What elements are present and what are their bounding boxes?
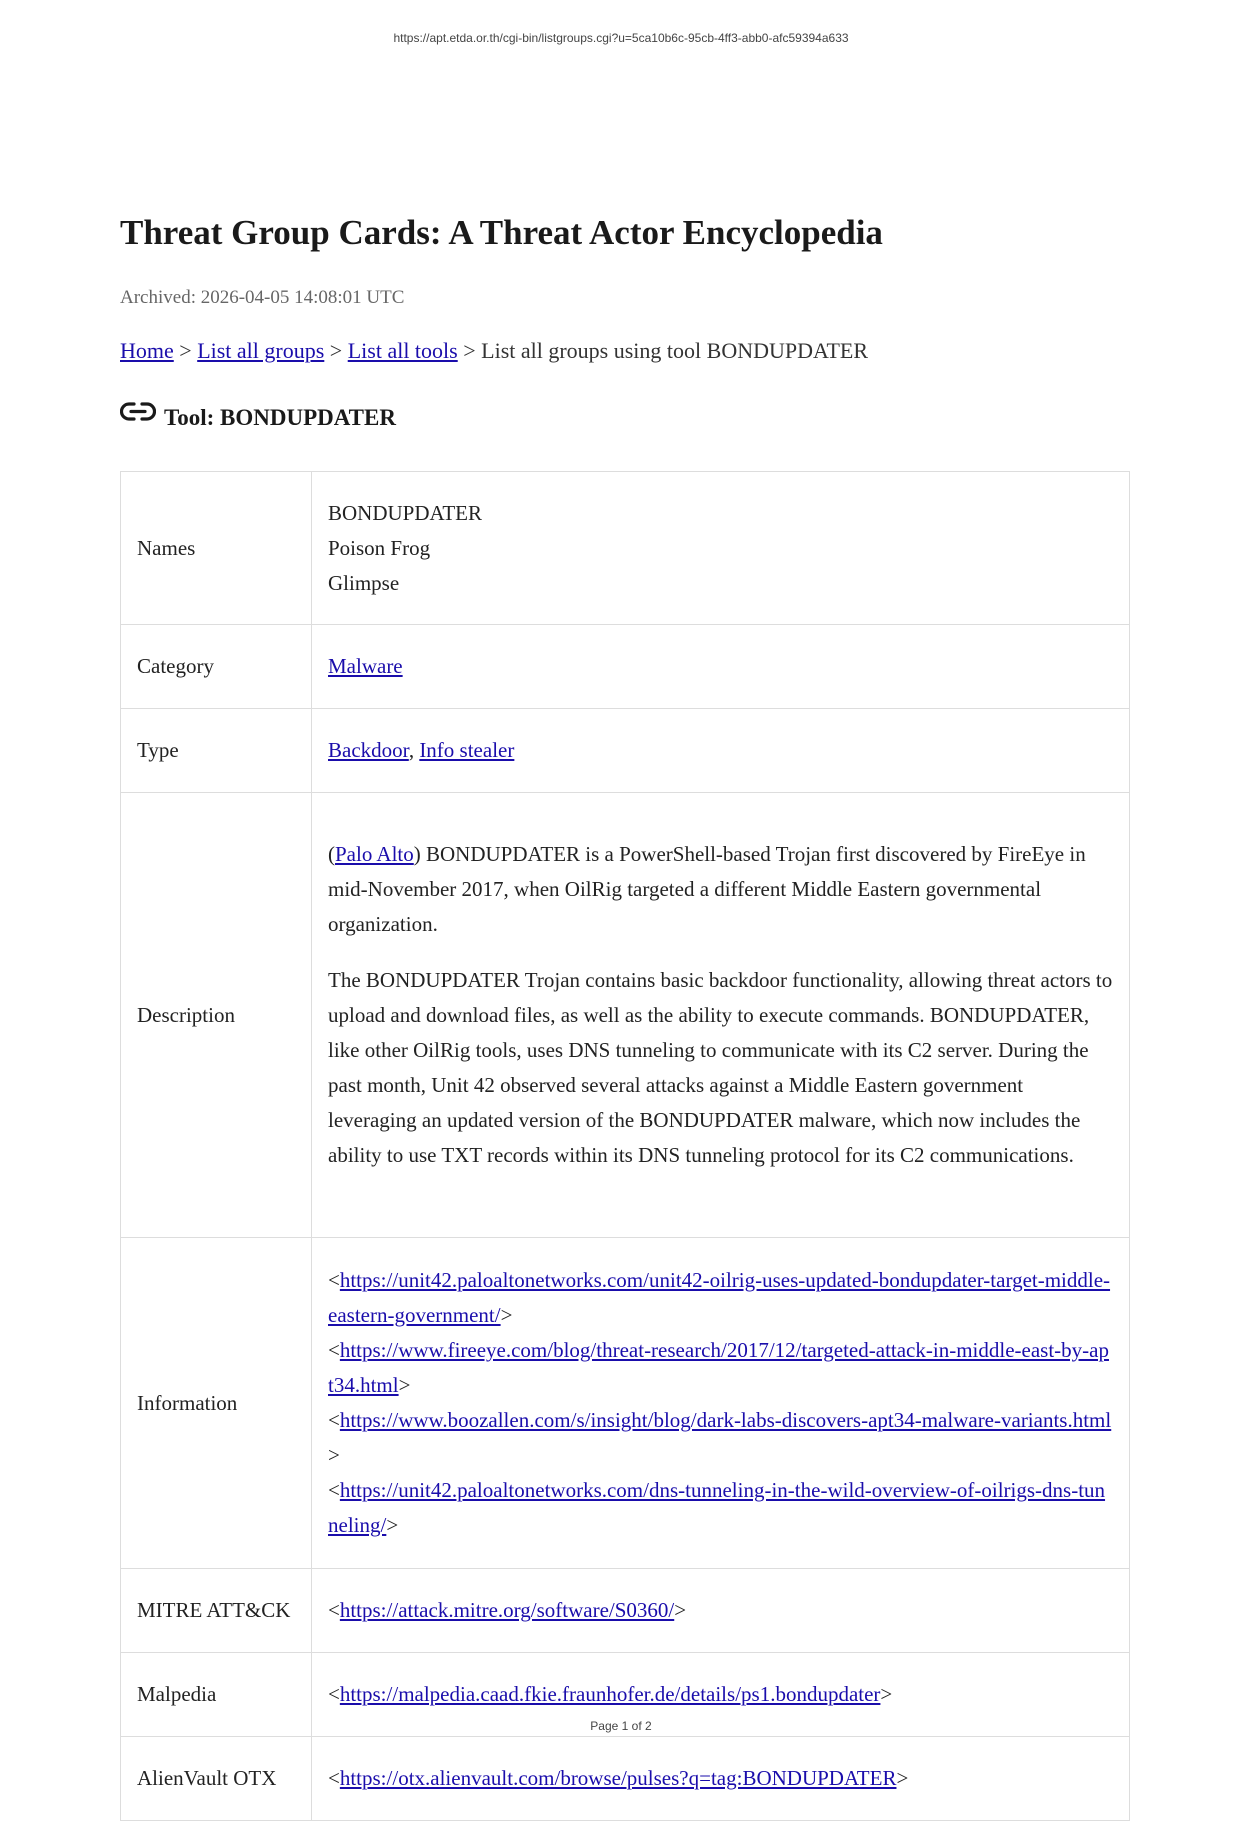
breadcrumb — [120, 338, 868, 364]
table-row — [121, 709, 1130, 793]
information-item — [328, 1473, 1113, 1543]
table-row — [121, 1569, 1130, 1653]
mitre-value — [312, 1569, 1130, 1653]
information-item — [328, 1263, 1113, 1333]
malpedia-label: Malpedia — [121, 1653, 312, 1737]
otx-value — [312, 1737, 1130, 1821]
angle-open: < — [328, 1766, 340, 1790]
paren-open: ( — [328, 842, 335, 866]
description-value — [312, 793, 1130, 1238]
breadcrumb-separator: > — [463, 338, 476, 363]
information-link[interactable]: https://www.boozallen.com/s/insight/blog/dark-labs-discovers-apt34-malware-variants.html — [339, 1408, 1112, 1432]
type-separator: , — [408, 738, 415, 762]
page-title: Threat Group Cards: A Threat Actor Encyclopedia — [120, 213, 883, 252]
breadcrumb-current: List all groups using tool BONDUPDATER — [481, 338, 868, 363]
page-number: Page 1 of 2 — [590, 1719, 652, 1733]
type-backdoor-link[interactable]: Backdoor — [328, 738, 409, 762]
table-row — [121, 1238, 1130, 1569]
archived-timestamp: Archived: 2026-04-05 14:08:01 UTC — [120, 287, 405, 308]
name-item: Glimpse — [328, 570, 400, 595]
breadcrumb-separator: > — [179, 338, 192, 363]
information-label: Information — [121, 1238, 312, 1569]
information-link[interactable]: https://www.fireeye.com/blog/threat-research/2017/12/targeted-attack-in-middle-east-by-apt34.html — [328, 1338, 1109, 1397]
breadcrumb-home-link[interactable]: Home — [120, 338, 174, 363]
angle-open: < — [328, 1338, 340, 1362]
mitre-link[interactable]: https://attack.mitre.org/software/S0360/ — [339, 1598, 675, 1622]
source-palo-alto-link[interactable]: Palo Alto — [335, 842, 414, 866]
mitre-label: MITRE ATT&CK — [121, 1569, 312, 1653]
tool-heading — [120, 405, 396, 431]
breadcrumb-tools-link[interactable]: List all tools — [347, 338, 458, 363]
link-icon — [120, 399, 156, 425]
angle-close: > — [674, 1598, 687, 1622]
type-value — [312, 709, 1130, 793]
names-value — [312, 472, 1130, 625]
name-item: BONDUPDATER — [328, 500, 483, 525]
angle-open: < — [328, 1598, 340, 1622]
category-label: Category — [121, 625, 312, 709]
description-paragraph: The BONDUPDATER Trojan contains basic backdoor functionality, allowing threat actors to upload and download files, as well as the ability to execute commands. BONDUPDATER, like other OilRig tools, uses DNS tunneling to communicate with its C2 server. During the past month, Unit 42 observed several attacks against a Middle Eastern government leveraging an updated version of the BONDUPDATER malware, which now includes the ability to use TXT records within its DNS tunneling protocol for its C2 communications. — [328, 968, 1113, 1167]
angle-open: < — [328, 1268, 340, 1292]
information-link[interactable]: https://unit42.paloaltonetworks.com/unit42-oilrig-uses-updated-bondupdater-target-middle-eastern-government/ — [328, 1268, 1111, 1327]
information-value — [312, 1238, 1130, 1569]
information-item — [328, 1403, 1113, 1473]
table-row — [121, 1737, 1130, 1821]
type-info-stealer-link[interactable]: Info stealer — [419, 738, 515, 762]
type-label: Type — [121, 709, 312, 793]
description-label: Description — [121, 793, 312, 1238]
table-row — [121, 793, 1130, 1238]
information-link[interactable]: https://unit42.paloaltonetworks.com/dns-tunneling-in-the-wild-overview-of-oilrigs-dns-tunneling/ — [328, 1478, 1106, 1537]
angle-close: > — [328, 1443, 340, 1467]
otx-label: AlienVault OTX — [121, 1737, 312, 1821]
names-label: Names — [121, 472, 312, 625]
print-header-url: https://apt.etda.or.th/cgi-bin/listgroups.cgi?u=5ca10b6c-95cb-4ff3-abb0-afc59394a633 — [393, 31, 849, 45]
category-value — [312, 625, 1130, 709]
category-malware-link[interactable]: Malware — [328, 654, 403, 678]
table-row — [121, 625, 1130, 709]
description-paragraph — [328, 837, 1113, 942]
tool-heading-text: Tool: BONDUPDATER — [164, 405, 396, 430]
angle-close: > — [398, 1373, 411, 1397]
breadcrumb-groups-link[interactable]: List all groups — [197, 338, 325, 363]
angle-open: < — [328, 1408, 340, 1432]
breadcrumb-separator: > — [329, 338, 343, 363]
description-text: ) BONDUPDATER is a PowerShell-based Trojan first discovered by FireEye in mid-November 2017, when OilRig targeted a different Middle Eastern governmental organization. — [328, 842, 1086, 936]
angle-close: > — [880, 1682, 893, 1706]
table-row — [121, 472, 1130, 625]
tool-info-table — [120, 471, 1130, 1821]
malpedia-link[interactable]: https://malpedia.caad.fkie.fraunhofer.de/details/ps1.bondupdater — [339, 1682, 881, 1706]
angle-close: > — [386, 1513, 399, 1537]
otx-link[interactable]: https://otx.alienvault.com/browse/pulses?q=tag:BONDUPDATER — [339, 1766, 897, 1790]
name-item: Poison Frog — [328, 535, 431, 560]
angle-open: < — [328, 1682, 340, 1706]
information-item — [328, 1333, 1113, 1403]
angle-close: > — [896, 1766, 909, 1790]
angle-open: < — [328, 1478, 340, 1502]
angle-close: > — [500, 1303, 513, 1327]
